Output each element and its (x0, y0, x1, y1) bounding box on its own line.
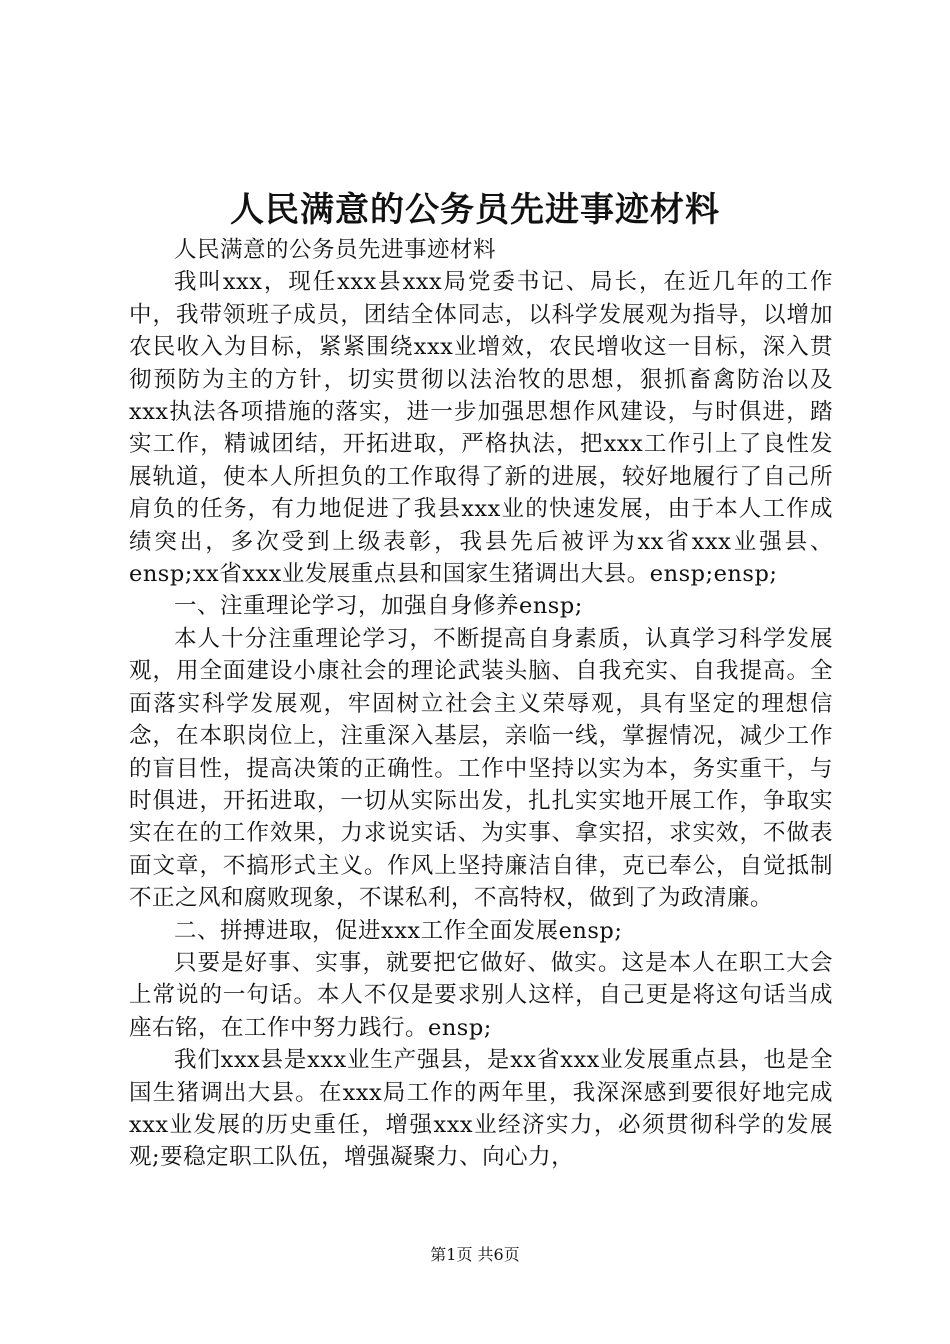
paragraph-section-2b: 我们xxx县是xxx业生产强县，是xx省xxx业发展重点县，也是全国生猪调出大县。在xxx局工作的两年里，我深深感到要很好地完成xxx业发展的历史重任，增强xxx业经济实力，必须贯彻科学的发展观;要稳定职工队伍，增强凝聚力、向心力， (129, 1047, 833, 1171)
paragraph-section-2a: 只要是好事、实事，就要把它做好、做实。这是本人在职工大会上常说的一句话。本人不仅是要求别人这样，自己更是将这句话当成座右铭，在工作中努力践行。ensp; (129, 949, 833, 1041)
section-heading-1: 一、注重理论学习，加强自身修养ensp; (174, 593, 583, 620)
paragraph-intro: 我叫xxx，现任xxx县xxx局党委书记、局长，在近几年的工作中，我带领班子成员，团结全体同志，以科学发展观为指导，以增加农民收入为目标，紧紧围绕xxx业增效，农民增收这一目标，深入贯彻预防为主的方针，切实贯彻以法治牧的思想，狠抓畜禽防治以及xxx执法各项措施的落实，进一步加强思想作风建设，与时俱进，踏实工作，精诚团结，开拓进取，严格执法，把xxx工作引上了良性发展轨道，使本人所担负的工作取得了新的进展，较好地履行了自己所肩负的任务，有力地促进了我县xxx业的快速发展，由于本人工作成绩突出，多次受到上级表彰，我县先后被评为xx省xxx业强县、ensp;xx省xxx业发展重点县和国家生猪调出大县。ensp;ensp; (129, 269, 833, 588)
document-title: 人民满意的公务员先进事迹材料 (230, 190, 720, 230)
document-body (129, 234, 833, 1174)
paragraph-subtitle: 人民满意的公务员先进事迹材料 (174, 237, 497, 263)
section-heading-2: 二、拼搏进取，促进xxx工作全面发展ensp; (174, 917, 623, 944)
page-footer: 第1页 共6页 (430, 1245, 520, 1264)
paragraph-section-1: 本人十分注重理论学习，不断提高自身素质，认真学习科学发展观，用全面建设小康社会的理论武装头脑、自我充实、自我提高。全面落实科学发展观，牢固树立社会主义荣辱观，具有坚定的理想信念，在本职岗位上，注重深入基层，亲临一线，掌握情况，减少工作的盲目性，提高决策的正确性。工作中坚持以实为本，务实重干，与时俱进，开拓进取，一切从实际出发，扎扎实实地开展工作，争取实实在在的工作效果，力求说实话、为实事、拿实招，求实效，不做表面文章，不搞形式主义。作风上坚持廉洁自律，克已奉公，自觉抵制不正之风和腐败现象，不谋私利，不高特权，做到了为政清廉。 (129, 625, 833, 912)
